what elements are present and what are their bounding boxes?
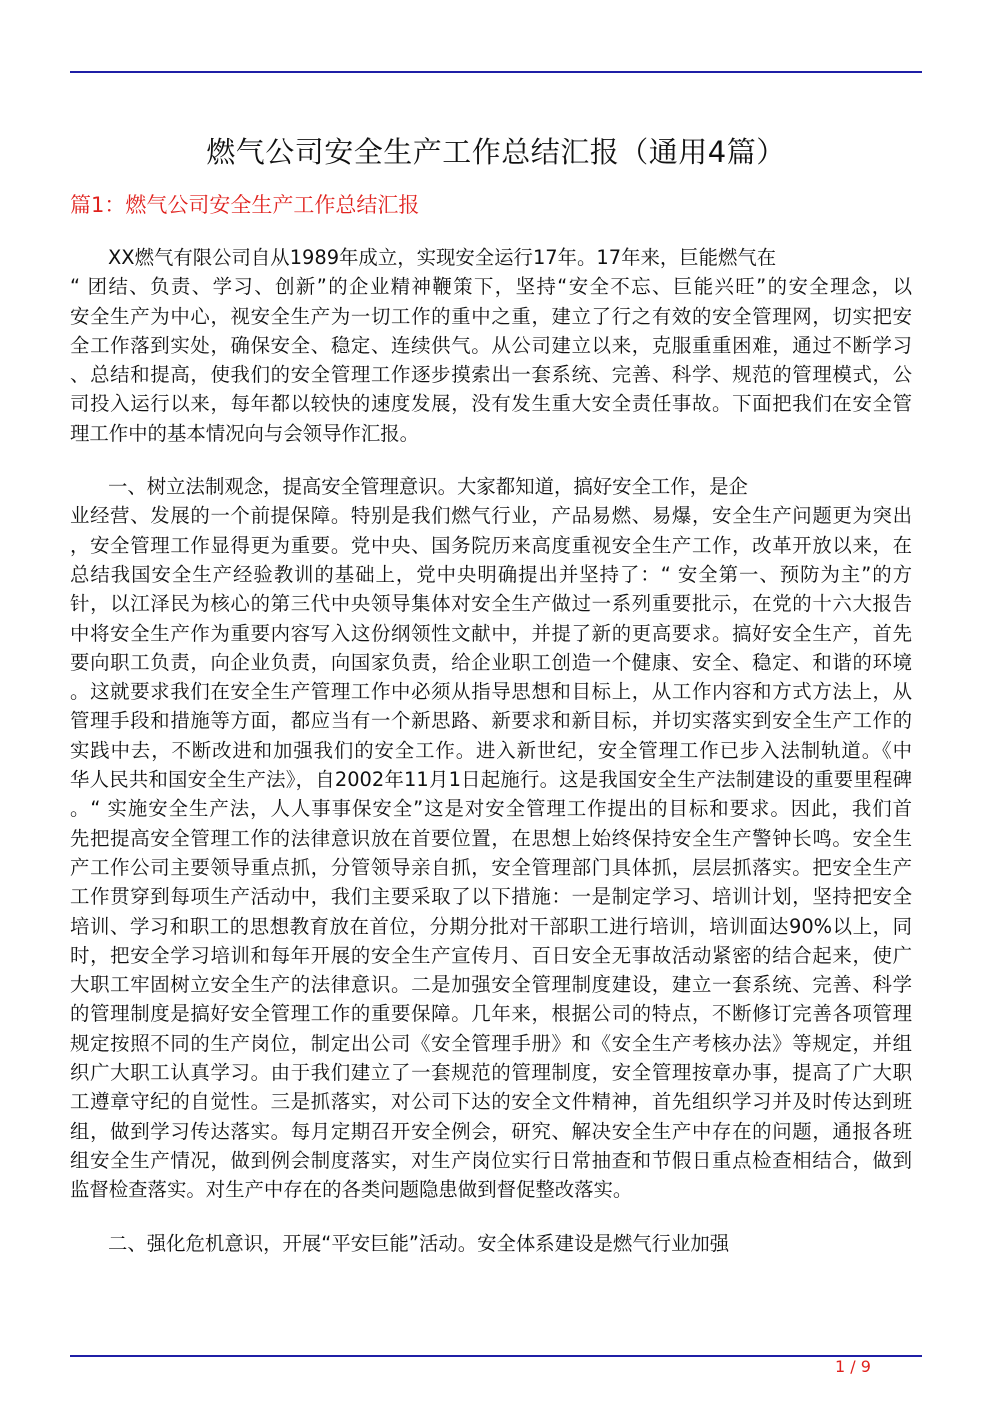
text-line: 要向职工负责，向企业负责，向国家负责，给企业职工创造一个健康、安全、稳定、和谐的环境 — [70, 650, 912, 674]
text-line: 培训、学习和职工的思想教育放在首位，分期分批对干部职工进行培训，培训面达90%以上，同 — [70, 914, 912, 938]
text-line: 一、树立法制观念，提高安全管理意识。大家都知道，搞好安全工作，是企 — [108, 475, 748, 499]
text-line: 华人民共和国安全生产法》，自2002年11月1日起施行。这是我国安全生产法制建设的重要里程碑 — [70, 768, 912, 792]
section-heading: 篇1：燃气公司安全生产工作总结汇报 — [70, 193, 420, 217]
text-line: “ 团结、负责、学习、创新”的企业精神鞭策下，坚持“安全不忘、巨能兴旺”的安全理念，以 — [70, 275, 912, 299]
text-line: 的管理制度是搞好安全管理工作的重要保障。几年来，根据公司的特点，不断修订完善各项管理 — [70, 1002, 912, 1026]
text-line: 安全生产为中心，视安全生产为一切工作的重中之重，建立了行之有效的安全管理网，切实把安 — [70, 304, 912, 328]
text-line: 规定按照不同的生产岗位，制定出公司《安全管理手册》和《安全生产考核办法》等规定，并组 — [70, 1031, 912, 1055]
text-line: 产工作公司主要领导重点抓，分管领导亲自抓，安全管理部门具体抓，层层抓落实。把安全生产 — [70, 855, 912, 879]
text-line: 监督检查落实。对生产中存在的各类问题隐患做到督促整改落实。 — [70, 1178, 633, 1202]
text-line: 大职工牢固树立安全生产的法律意识。二是加强安全管理制度建设，建立一套系统、完善、科学 — [70, 973, 912, 997]
text-line: 时，把安全学习培训和每年开展的安全生产宣传月、百日安全无事故活动紧密的结合起来，使广 — [70, 943, 912, 967]
text-line: 司投入运行以来，每年都以较快的速度发展，没有发生重大安全责任事故。下面把我们在安全管 — [70, 392, 912, 416]
text-line: 先把提高安全管理工作的法律意识放在首要位置，在思想上始终保持安全生产警钟长鸣。安全生 — [70, 826, 912, 850]
text-line: 全工作落到实处，确保安全、稳定、连续供气。从公司建立以来，克服重重困难，通过不断学习 — [70, 333, 912, 357]
text-line: 业经营、发展的一个前提保障。特别是我们燃气行业，产品易燃、易爆，安全生产问题更为突出 — [70, 504, 912, 528]
text-line: 。“ 实施安全生产法，人人事事保安全”这是对安全管理工作提出的目标和要求。因此，我们首 — [70, 797, 912, 821]
paragraph — [70, 243, 912, 448]
text-line: 管理手段和措施等方面，都应当有一个新思路、新要求和新目标，并切实落实到安全生产工作的 — [70, 709, 912, 733]
text-line: ，安全管理工作显得更为重要。党中央、国务院历来高度重视安全生产工作，改革开放以来，在 — [70, 533, 912, 557]
text-line: 工作贯穿到每项生产活动中，我们主要采取了以下措施：一是制定学习、培训计划，坚持把安全 — [70, 885, 912, 909]
text-line: 实践中去，不断改进和加强我们的安全工作。进入新世纪，安全管理工作已步入法制轨道。《中 — [70, 738, 912, 762]
document-title: 燃气公司安全生产工作总结汇报（通用4篇） — [206, 135, 786, 169]
header-rule — [70, 71, 922, 73]
text-line: 织广大职工认真学习。由于我们建立了一套规范的管理制度，安全管理按章办事，提高了广大职 — [70, 1061, 912, 1085]
text-line: 理工作中的基本情况向与会领导作汇报。 — [70, 421, 420, 445]
page-number: 1 / 9 — [835, 1357, 871, 1376]
paragraph — [70, 1229, 912, 1258]
text-line: 、总结和提高，使我们的安全管理工作逐步摸索出一套系统、完善、科学、规范的管理模式，公 — [70, 363, 912, 387]
text-line: XX燃气有限公司自从1989年成立，实现安全运行17年。17年来，巨能燃气在 — [108, 246, 777, 269]
text-line: 。这就要求我们在安全生产管理工作中必须从指导思想和目标上，从工作内容和方式方法上，从 — [70, 680, 912, 704]
document-body — [70, 243, 912, 1282]
paragraph — [70, 472, 912, 1204]
footer-rule — [70, 1355, 922, 1357]
text-line: 针，以江泽民为核心的第三代中央领导集体对安全生产做过一系列重要批示，在党的十六大报告 — [70, 592, 912, 616]
text-line: 工遵章守纪的自觉性。三是抓落实，对公司下达的安全文件精神，首先组织学习并及时传达到班 — [70, 1090, 912, 1114]
text-line: 组，做到学习传达落实。每月定期召开安全例会，研究、解决安全生产中存在的问题，通报各班 — [70, 1119, 912, 1143]
text-line: 中将安全生产作为重要内容写入这份纲领性文献中，并提了新的更高要求。搞好安全生产，首先 — [70, 621, 912, 645]
text-line: 二、强化危机意识，开展“平安巨能”活动。安全体系建设是燃气行业加强 — [108, 1231, 730, 1255]
text-line: 总结我国安全生产经验教训的基础上，党中央明确提出并坚持了：“ 安全第一、预防为主”的方 — [70, 562, 912, 586]
text-line: 组安全生产情况，做到例会制度落实，对生产岗位实行日常抽查和节假日重点检查相结合，做到 — [70, 1148, 912, 1172]
